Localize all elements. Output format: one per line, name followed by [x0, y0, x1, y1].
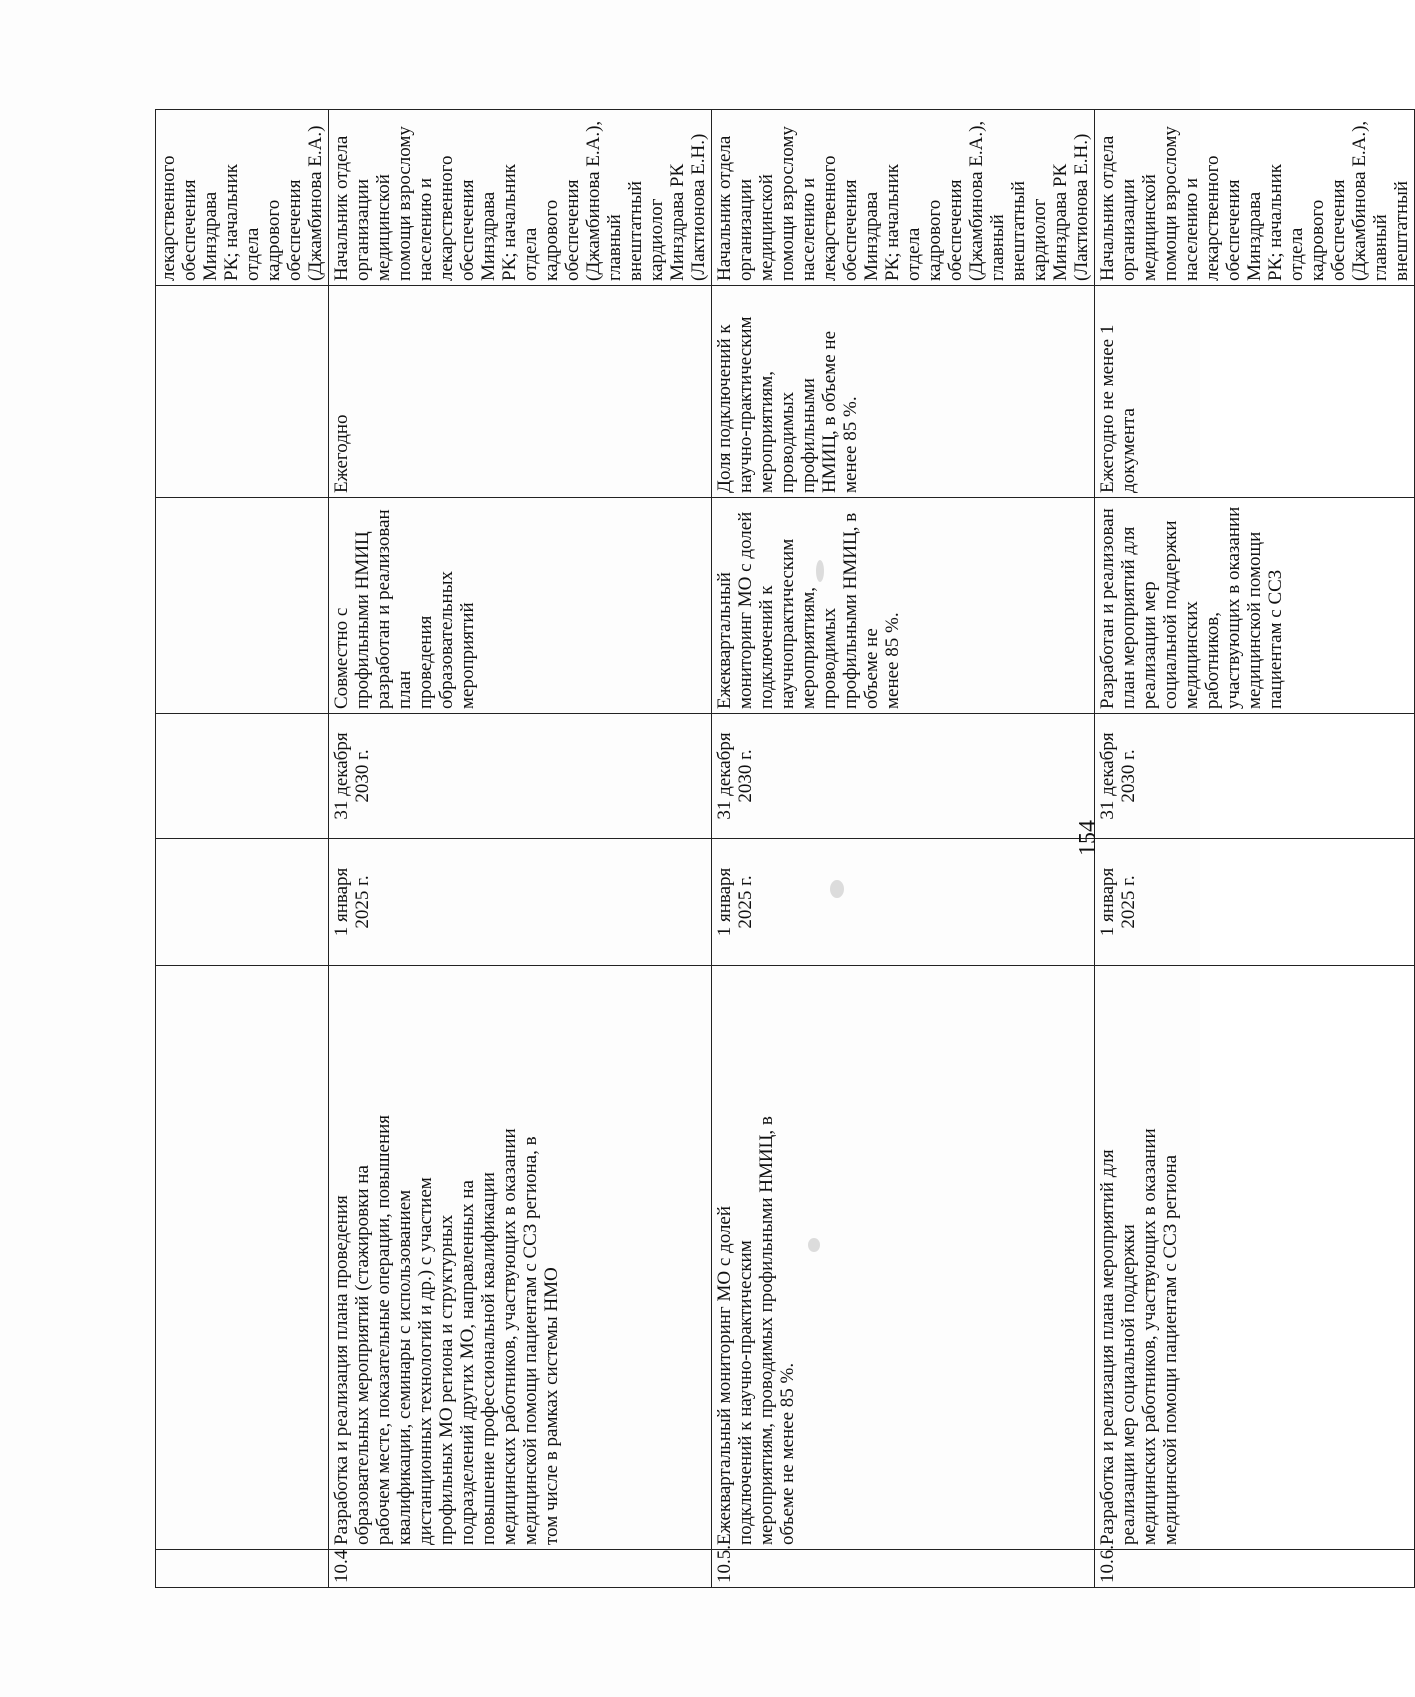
end-date-cell [156, 714, 329, 839]
row-number: 10.6. [1095, 1550, 1415, 1588]
row-number: 10.4 [329, 1550, 712, 1588]
end-date-cell: 31 декабря 2030 г. [712, 714, 1095, 839]
table-row [329, 110, 712, 1588]
responsible-cell: Начальник отдела организации медицинской помощи взрослому населению и лекарственного обеспечения Минздрава РК; начальник отдела кадрового обеспечения (Джамбинова Е.А.), главный внештатный [1095, 110, 1415, 286]
row-number [156, 1550, 329, 1588]
plan-table [155, 109, 1415, 1588]
start-date-cell: 1 января 2025 г. [712, 839, 1095, 966]
task-cell [156, 966, 329, 1550]
indicator-cell: Доля подключений к научно-практическим мероприятиям, проводимых профильными НМИЦ, в объеме не менее 85 %. [712, 286, 1095, 498]
page-number: 154 [1075, 820, 1101, 856]
scan-speck [830, 880, 844, 898]
table-row [156, 110, 329, 1588]
end-date-cell: 31 декабря 2030 г. [1095, 714, 1415, 839]
scan-speck [816, 560, 824, 582]
table-row [1095, 110, 1415, 1588]
result-cell: Совместно с профильными НМИЦ разработан и реализован план проведения образовательных мероприятий [329, 498, 712, 714]
indicator-cell: Ежегодно [329, 286, 712, 498]
indicator-cell: Ежегодно не менее 1 документа [1095, 286, 1415, 498]
task-cell: Ежеквартальный мониторинг МО с долей подключений к научно-практическим мероприятиям, проводимых профильными НМИЦ, в объеме не менее 85 %. [712, 966, 1095, 1550]
result-cell [156, 498, 329, 714]
indicator-cell [156, 286, 329, 498]
responsible-cell: Начальник отдела организации медицинской помощи взрослому населению и лекарственного обеспечения Минздрава РК; начальник отдела кадрового обеспечения (Джамбинова Е.А.), главный внештатный кардиолог Минздрава РК (Лактионова Е.Н.) [329, 110, 712, 286]
table-row [712, 110, 1095, 1588]
task-cell: Разработка и реализация плана проведения образовательных мероприятий (стажировки на рабочем месте, показательные операции, повышения квалификации, семинары с использованием дистанционных технологий и др.) с участием профильных МО региона и структурных подразделений других МО, направленных на повышение профессиональной квалификации медицинских работников, участвующих в оказании медицинской помощи пациентам с ССЗ региона, в том числе в рамках системы НМО [329, 966, 712, 1550]
start-date-cell: 1 января 2025 г. [1095, 839, 1415, 966]
result-cell: Ежеквартальный мониторинг МО с долей подключений к научнопрактическим мероприятиям, проводимых профильными НМИЦ, в объеме не менее 85 %. [712, 498, 1095, 714]
row-number: 10.5. [712, 1550, 1095, 1588]
responsible-cell: лекарственного обеспечения Минздрава РК; начальник отдела кадрового обеспечения (Джамбинова Е.А.) [156, 110, 329, 286]
end-date-cell: 31 декабря 2030 г. [329, 714, 712, 839]
result-cell: Разработан и реализован план мероприятий для реализации мер социальной поддержки медицинских работников, участвующих в оказании медицинской помощи пациентам с ССЗ [1095, 498, 1415, 714]
start-date-cell [156, 839, 329, 966]
start-date-cell: 1 января 2025 г. [329, 839, 712, 966]
task-cell: Разработка и реализация плана мероприятий для реализации мер социальной поддержки медицинских работников, участвующих в оказании медицинской помощи пациентам с ССЗ региона [1095, 966, 1415, 1550]
responsible-cell: Начальник отдела организации медицинской помощи взрослому населению и лекарственного обеспечения Минздрава РК; начальник отдела кадрового обеспечения (Джамбинова Е.А.), главный внештатный кардиолог Минздрава РК (Лактионова Е.Н.) [712, 110, 1095, 286]
scan-speck [808, 1238, 820, 1252]
